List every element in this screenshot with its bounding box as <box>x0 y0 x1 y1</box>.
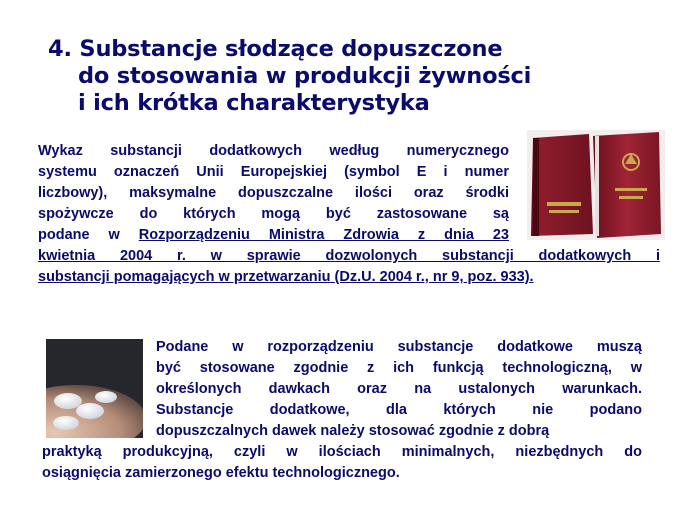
paragraph-regulation <box>38 141 660 288</box>
p2-line-4: Substancje dodatkowe, dla których nie podano <box>156 402 642 418</box>
slide-title <box>48 36 688 117</box>
regulation-link-line-2[interactable]: kwietnia 2004 r. w sprawie dozwolonych substancji dodatkowych i <box>38 248 660 264</box>
title-line-1: 4. Substancje słodzące dopuszczone <box>48 36 503 62</box>
p2-line-1: Podane w rozporządzeniu substancje dodatkowe muszą <box>156 339 642 355</box>
regulation-link[interactable]: Rozporządzeniu Ministra Zdrowia z dnia 23 <box>138 227 509 243</box>
p1-line-5 <box>38 225 509 246</box>
p2-line-2: być stosowane zgodnie z ich funkcją technologiczną, w <box>156 360 642 376</box>
p2-line-5: dopuszczalnych dawek należy stosować zgodnie z dobrą <box>156 423 550 439</box>
paragraph-usage <box>42 337 642 484</box>
title-line-2: do stosowania w produkcji żywności <box>78 63 532 89</box>
p1-line-5-text: podane w <box>38 227 139 243</box>
regulation-link-line-3[interactable]: substancji pomagających w przetwarzaniu (Dz.U. 2004 r., nr 9, poz. 933). <box>38 269 534 285</box>
p1-line-4: spożywcze do których mogą być zastosowane są <box>38 206 509 222</box>
p2-line-6: praktyką produkcyjną, czyli w ilościach minimalnych, niezbędnych do <box>42 444 642 460</box>
p2-line-3: określonych dawkach oraz na ustalonych warunkach. <box>156 381 642 397</box>
p1-line-3: liczbowy), maksymalne dopuszczalne ilości oraz środki <box>38 185 509 201</box>
p1-line-2: systemu oznaczeń Unii Europejskiej (symbol E i numer <box>38 164 509 180</box>
p2-line-7: osiągnięcia zamierzonego efektu technologicznego. <box>42 465 400 481</box>
p1-line-1: Wykaz substancji dodatkowych według numerycznego <box>38 143 509 159</box>
title-line-3: i ich krótka charakterystyka <box>78 90 430 116</box>
